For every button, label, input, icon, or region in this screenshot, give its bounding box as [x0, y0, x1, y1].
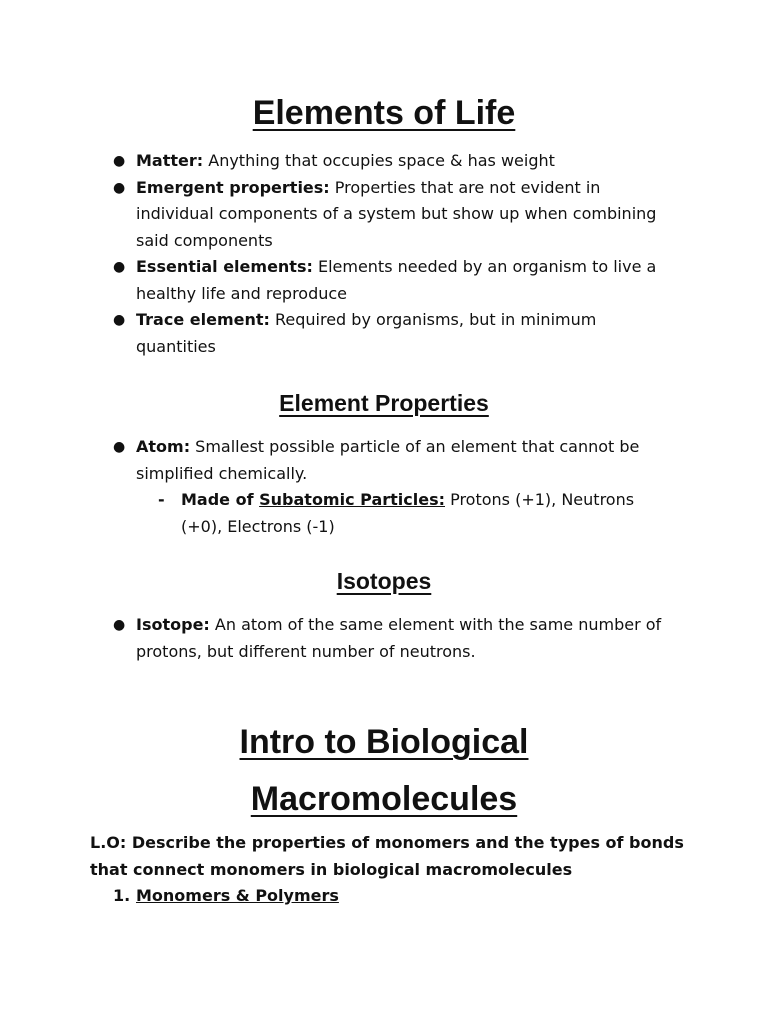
bullet-icon: ●	[113, 312, 126, 328]
sub-list-item	[0, 487, 768, 540]
bullet-icon: ●	[113, 439, 126, 455]
definition-text: Smallest possible particle of an element that cannot be simplified chemically.	[136, 437, 640, 483]
term-label: Isotope:	[136, 615, 210, 634]
monomers-polymers-heading: Monomers & Polymers	[136, 886, 339, 905]
list-item	[0, 175, 768, 255]
term-label: Atom:	[136, 437, 191, 456]
heading-intro-biological-line2: Macromolecules	[250, 780, 518, 818]
term-label: Emergent properties:	[136, 177, 330, 197]
definition-text: Required by organisms, but in minimum quantities	[136, 310, 597, 356]
term-label: Trace element:	[136, 310, 270, 329]
heading-intro-biological-line1: Intro to Biological	[239, 723, 529, 761]
bullet-icon: ●	[113, 179, 126, 196]
term-label: Matter:	[136, 151, 204, 170]
heading-element-properties: Element Properties	[279, 390, 489, 416]
subatomic-particles-term: Subatomic Particles:	[259, 490, 445, 509]
elements-list	[0, 148, 768, 360]
heading-isotopes: Isotopes	[336, 568, 432, 594]
heading-elements-of-life: Elements of Life	[252, 94, 516, 132]
list-item	[0, 254, 768, 307]
learning-objective: L.O: Describe the properties of monomers and the types of bonds that connect monomers in biological macromolecules	[90, 833, 684, 879]
list-item	[0, 434, 768, 487]
definition-text: Anything that occupies space & has weight	[203, 151, 555, 170]
definition-text: Properties that are not evident in individual components of a system but show up when combining said components	[136, 177, 657, 250]
definition-text: Elements needed by an organism to live a healthy life and reproduce	[136, 257, 657, 303]
term-label: Essential elements:	[136, 257, 313, 276]
sub-prefix: Made of	[181, 490, 260, 509]
bullet-icon: ●	[113, 153, 126, 169]
bullet-icon: ●	[113, 259, 126, 275]
dash-icon: -	[158, 490, 165, 509]
list-item	[0, 307, 768, 360]
isotopes-list	[0, 612, 768, 665]
list-number: 1.	[113, 886, 131, 905]
bullet-icon: ●	[113, 617, 126, 633]
list-item	[0, 148, 768, 175]
sub-text: Protons (+1), Neutrons (+0), Electrons (-1)	[181, 490, 635, 536]
definition-text: An atom of the same element with the same number of protons, but different number of neutrons.	[136, 615, 662, 661]
element-properties-list	[0, 434, 768, 540]
list-item	[0, 612, 768, 665]
